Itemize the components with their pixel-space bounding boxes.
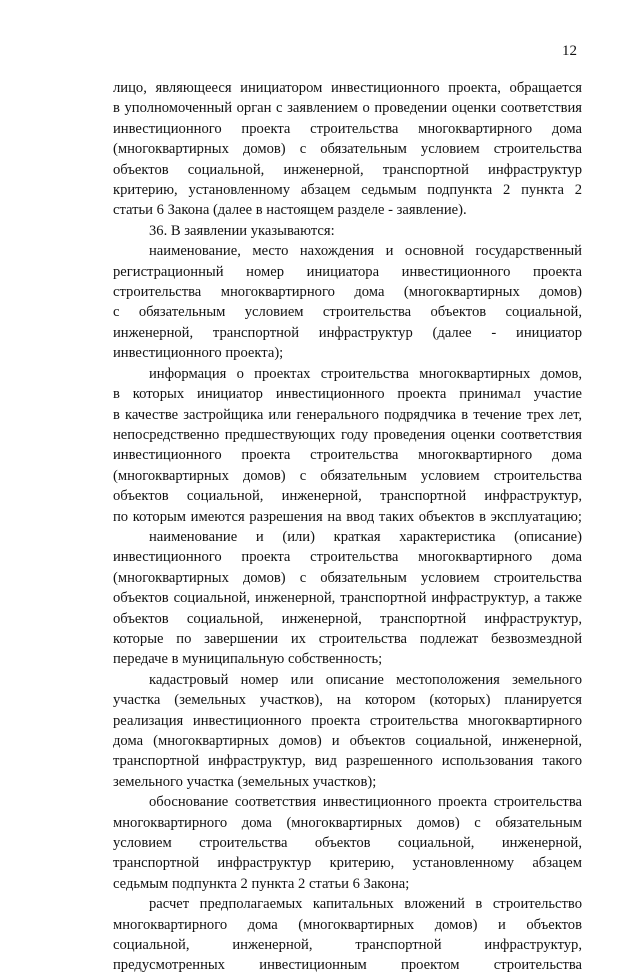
text-line: наименование, место нахождения и основной государственный (149, 243, 582, 260)
text-line: земельного участка (земельных участков); (113, 773, 377, 790)
text-line: непосредственно предшествующих году проведения оценки соответствия (113, 426, 582, 443)
page-number: 12 (562, 43, 577, 59)
text-line: строительства многоквартирного дома (многоквартирных домов) (113, 284, 582, 301)
text-line: кадастровый номер или описание местоположения земельного (149, 671, 582, 688)
text-line: лицо, являющееся инициатором инвестиционного проекта, обращается (113, 80, 582, 96)
text-line: статьи 6 Закона (далее в настоящем разделе - заявление). (113, 202, 467, 219)
text-line: в уполномоченный орган с заявлением о проведении оценки соответствия (113, 100, 582, 117)
text-line: (многоквартирных домов) с обязательным условием строительства (113, 467, 582, 484)
text-line: предусмотренных инвестиционным проектом строительства (113, 957, 582, 974)
text-line: обоснование соответствия инвестиционного проекта строительства (149, 794, 582, 811)
text-line: инвестиционного проекта); (113, 345, 284, 362)
text-line: социальной, инженерной, транспортной инфраструктур, (113, 937, 582, 954)
text-line: объектов социальной, инженерной, транспортной инфраструктур, (113, 488, 582, 505)
text-line: реализация инвестиционного проекта строительства многоквартирного (113, 712, 582, 729)
text-line: в качестве застройщика или генерального подрядчика в течение трех лет, (113, 406, 582, 423)
text-line: критерию, установленному абзацем седьмым подпункта 2 пункта 2 (113, 182, 582, 199)
text-line: инвестиционного проекта строительства многоквартирного дома (113, 447, 582, 464)
text-line: регистрационный номер инициатора инвестиционного проекта (113, 263, 582, 280)
text-line: транспортной инфраструктур критерию, установленному абзацем (113, 855, 582, 872)
text-line: объектов социальной, инженерной, транспортной инфраструктур, (113, 610, 582, 627)
text-line: объектов социальной, инженерной, транспортной инфраструктур, а также (113, 590, 582, 607)
text-line: инвестиционного проекта строительства многоквартирного дома (113, 549, 582, 566)
text-line: дома (многоквартирных домов) и объектов социальной, инженерной, (113, 733, 582, 749)
text-line: 36. В заявлении указываются: (149, 222, 335, 239)
text-line: инженерной, транспортной инфраструктур (далее - инициатор (113, 324, 582, 341)
text-line: расчет предполагаемых капитальных вложений в строительство (149, 896, 582, 913)
text-line: транспортной инфраструктур, вид разрешенного использования такого (113, 753, 582, 770)
text-line: участка (земельных участков), на котором (которых) планируется (113, 692, 582, 709)
text-line: седьмым подпункта 2 пункта 2 статьи 6 Закона; (113, 875, 410, 892)
text-line: передаче в муниципальную собственность; (113, 651, 383, 668)
text-line: объектов социальной, инженерной, транспортной инфраструктур (113, 161, 582, 178)
text-line: по которым имеются разрешения на ввод таких объектов в эксплуатацию; (113, 508, 582, 525)
text-line: наименование и (или) краткая характеристика (описание) (149, 528, 582, 545)
text-line: информация о проектах строительства многоквартирных домов, (149, 365, 582, 382)
text-line: в которых инициатор инвестиционного проекта принимал участие (113, 386, 582, 403)
text-line: которые по завершении их строительства подлежат безвозмездной (113, 630, 582, 647)
text-line: (многоквартирных домов) с обязательным условием строительства (113, 141, 582, 158)
text-line: многоквартирного дома (многоквартирных домов) и объектов (113, 916, 582, 933)
text-line: многоквартирного дома (многоквартирных домов) с обязательным (113, 814, 582, 831)
text-line: (многоквартирных домов) с обязательным условием строительства (113, 569, 582, 586)
text-line: с обязательным условием строительства объектов социальной, (113, 304, 582, 321)
document-body (113, 78, 582, 976)
text-line: условием строительства объектов социальной, инженерной, (113, 835, 582, 852)
text-line: инвестиционного проекта строительства многоквартирного дома (113, 120, 582, 137)
